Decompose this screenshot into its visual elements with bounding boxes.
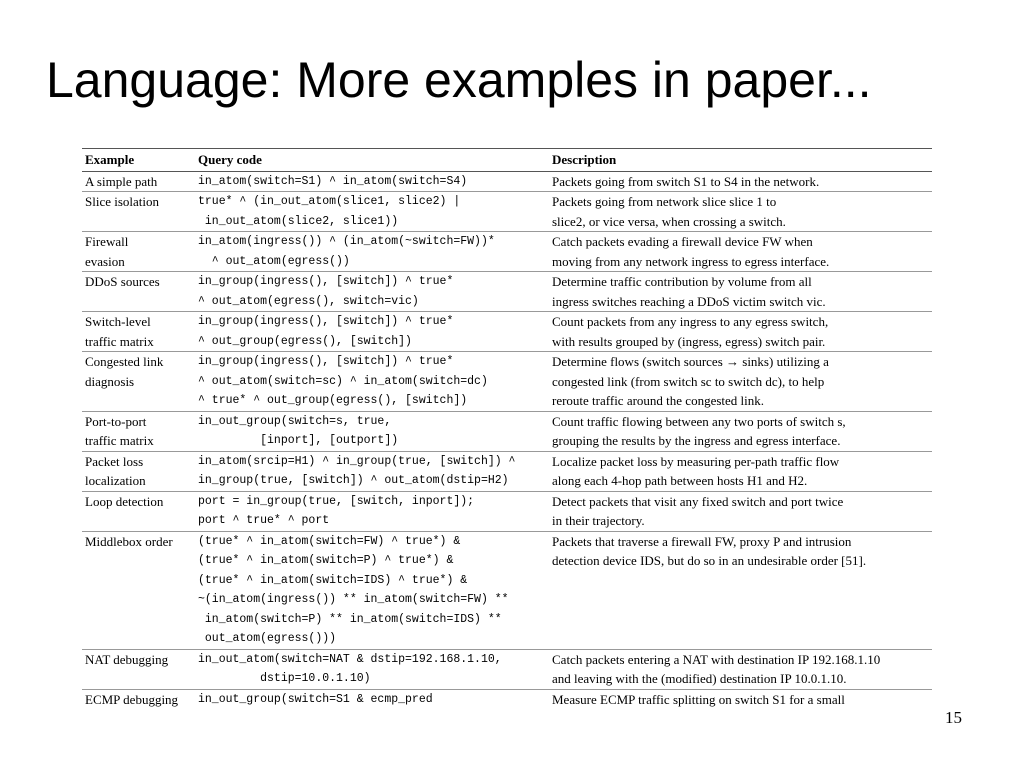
description-line: Measure ECMP traffic splitting on switch S1 for a small [552, 691, 845, 707]
code-line: in_atom(srcip=H1) ^ in_group(true, [switch]) ^ [198, 454, 516, 468]
code-line: dstip=10.0.1.10) [198, 672, 371, 685]
code-line: in_out_group(switch=s, true, [198, 414, 392, 428]
example-cell [82, 451, 195, 491]
examples-table [82, 148, 932, 709]
slide-title: Language: More examples in paper... [46, 52, 872, 108]
query-code-cell [195, 411, 549, 451]
query-code-cell [195, 451, 549, 491]
query-code-cell [195, 491, 549, 531]
code-line: in_atom(switch=P) ** in_atom(switch=IDS) ** [198, 612, 502, 626]
code-line: ~(in_atom(ingress()) ** in_atom(switch=FW) ** [198, 593, 509, 606]
example-cell [82, 312, 195, 352]
table-body [82, 171, 932, 709]
query-code-cell [195, 352, 549, 412]
table-row [82, 312, 932, 352]
code-line: port ^ true* ^ port [198, 514, 330, 527]
query-code-cell [195, 689, 549, 709]
table-row [82, 192, 932, 232]
query-code-cell [195, 649, 549, 689]
description-line: Packets going from network slice slice 1 to [552, 194, 777, 209]
query-code-cell [195, 272, 549, 312]
code-line: in_group(ingress(), [switch]) ^ true* [198, 315, 454, 328]
example-cell [82, 649, 195, 689]
description-line: Localize packet loss by measuring per-path traffic flow [552, 453, 840, 469]
description-cell [549, 352, 932, 412]
example-cell [82, 491, 195, 531]
example-line: evasion [85, 253, 125, 269]
description-line: reroute traffic around the congested link. [552, 393, 765, 408]
code-line: ^ out_atom(egress(), switch=vic) [198, 294, 419, 308]
description-cell [549, 232, 932, 272]
example-line: ECMP debugging [85, 691, 179, 707]
example-cell [82, 411, 195, 451]
description-cell [549, 531, 932, 649]
example-line: Slice isolation [85, 194, 160, 209]
description-cell [549, 312, 932, 352]
example-cell [82, 689, 195, 709]
query-code-cell [195, 192, 549, 232]
code-line: in_out_atom(slice2, slice1)) [198, 214, 399, 228]
example-line: Loop detection [85, 493, 164, 509]
table-row [82, 649, 932, 689]
description-line: along each 4-hop path between hosts H1 and H2. [552, 473, 808, 488]
example-line: diagnosis [85, 373, 135, 389]
code-line: (true* ^ in_atom(switch=IDS) ^ true*) & [198, 573, 468, 587]
code-line: ^ out_atom(switch=sc) ^ in_atom(switch=dc) [198, 374, 488, 388]
example-cell [82, 352, 195, 412]
code-line: [inport], [outport]) [198, 434, 399, 447]
code-line: in_group(true, [switch]) ^ out_atom(dstip=H2) [198, 474, 509, 487]
code-line: (true* ^ in_atom(switch=P) ^ true*) & [198, 554, 454, 567]
table-row [82, 531, 932, 649]
example-line: DDoS sources [85, 274, 160, 289]
description-cell [549, 491, 932, 531]
example-cell [82, 192, 195, 232]
description-line: Determine traffic contribution by volume from all [552, 274, 812, 289]
example-line: Congested link [85, 354, 164, 369]
table-row [82, 411, 932, 451]
code-line: in_atom(ingress()) ^ (in_atom(~switch=FW))* [198, 235, 495, 248]
code-line: in_group(ingress(), [switch]) ^ true* [198, 355, 454, 368]
example-line: Middlebox order [85, 533, 173, 549]
example-cell [82, 272, 195, 312]
description-cell [549, 192, 932, 232]
description-line: Count packets from any ingress to any egress switch, [552, 314, 829, 329]
table-row [82, 232, 932, 272]
table-header-row [82, 149, 932, 172]
description-line: detection device IDS, but do so in an undesirable order [51]. [552, 553, 867, 568]
code-line: out_atom(egress())) [198, 632, 337, 645]
description-line: Catch packets evading a firewall device FW when [552, 234, 813, 249]
code-line: ^ true* ^ out_group(egress(), [switch]) [198, 394, 468, 407]
code-line: ^ out_group(egress(), [switch]) [198, 334, 412, 348]
description-line: with results grouped by (ingress, egress) switch pair. [552, 333, 826, 349]
code-line: ^ out_atom(egress()) [198, 254, 350, 268]
description-line: slice2, or vice versa, when crossing a switch. [552, 213, 786, 229]
description-line: Packets going from switch S1 to S4 in the network. [552, 173, 820, 189]
description-line: Catch packets entering a NAT with destination IP 192.168.1.10 [552, 651, 881, 667]
query-code-cell [195, 232, 549, 272]
example-line: A simple path [85, 173, 158, 189]
code-line: in_out_atom(switch=NAT & dstip=192.168.1.10, [198, 652, 502, 666]
description-line: Determine flows (switch sources → sinks) utilizing a [552, 354, 829, 369]
table-row [82, 352, 932, 412]
example-line: Switch-level [85, 314, 151, 329]
example-line: localization [85, 473, 146, 488]
query-code-cell [195, 312, 549, 352]
example-line: NAT debugging [85, 651, 169, 667]
code-line: (true* ^ in_atom(switch=FW) ^ true*) & [198, 534, 461, 548]
description-line: Packets that traverse a firewall FW, proxy P and intrusion [552, 533, 852, 549]
query-code-cell [195, 531, 549, 649]
example-cell [82, 232, 195, 272]
table-row [82, 689, 932, 709]
example-line: traffic matrix [85, 433, 154, 448]
examples-table-container [82, 148, 932, 707]
example-cell [82, 171, 195, 192]
example-line: Packet loss [85, 453, 144, 469]
description-cell [549, 451, 932, 491]
description-cell [549, 649, 932, 689]
header-query-code: Query code [195, 149, 549, 172]
header-description: Description [549, 149, 932, 172]
code-line: true* ^ (in_out_atom(slice1, slice2) | [198, 195, 461, 208]
description-line: grouping the results by the ingress and egress interface. [552, 433, 841, 448]
table-row [82, 272, 932, 312]
code-line: port = in_group(true, [switch, inport]); [198, 494, 475, 508]
description-cell [549, 411, 932, 451]
page-number: 15 [945, 708, 962, 727]
description-line: Count traffic flowing between any two ports of switch s, [552, 413, 846, 429]
description-cell [549, 689, 932, 709]
description-line: moving from any network ingress to egress interface. [552, 253, 830, 269]
header-example: Example [82, 149, 195, 172]
description-line: congested link (from switch sc to switch dc), to help [552, 373, 825, 389]
description-line: in their trajectory. [552, 513, 645, 528]
example-line: Firewall [85, 234, 129, 249]
description-cell [549, 272, 932, 312]
code-line: in_atom(switch=S1) ^ in_atom(switch=S4) [198, 174, 468, 188]
example-line: traffic matrix [85, 333, 154, 349]
code-line: in_group(ingress(), [switch]) ^ true* [198, 275, 454, 288]
description-line: ingress switches reaching a DDoS victim switch vic. [552, 293, 826, 309]
example-cell [82, 531, 195, 649]
code-line: in_out_group(switch=S1 & ecmp_pred [198, 692, 433, 706]
description-cell [549, 171, 932, 192]
table-row [82, 451, 932, 491]
query-code-cell [195, 171, 549, 192]
table-row [82, 491, 932, 531]
description-line: and leaving with the (modified) destination IP 10.0.1.10. [552, 671, 847, 686]
description-line: Detect packets that visit any fixed switch and port twice [552, 493, 844, 509]
table-row [82, 171, 932, 192]
example-line: Port-to-port [85, 413, 147, 429]
